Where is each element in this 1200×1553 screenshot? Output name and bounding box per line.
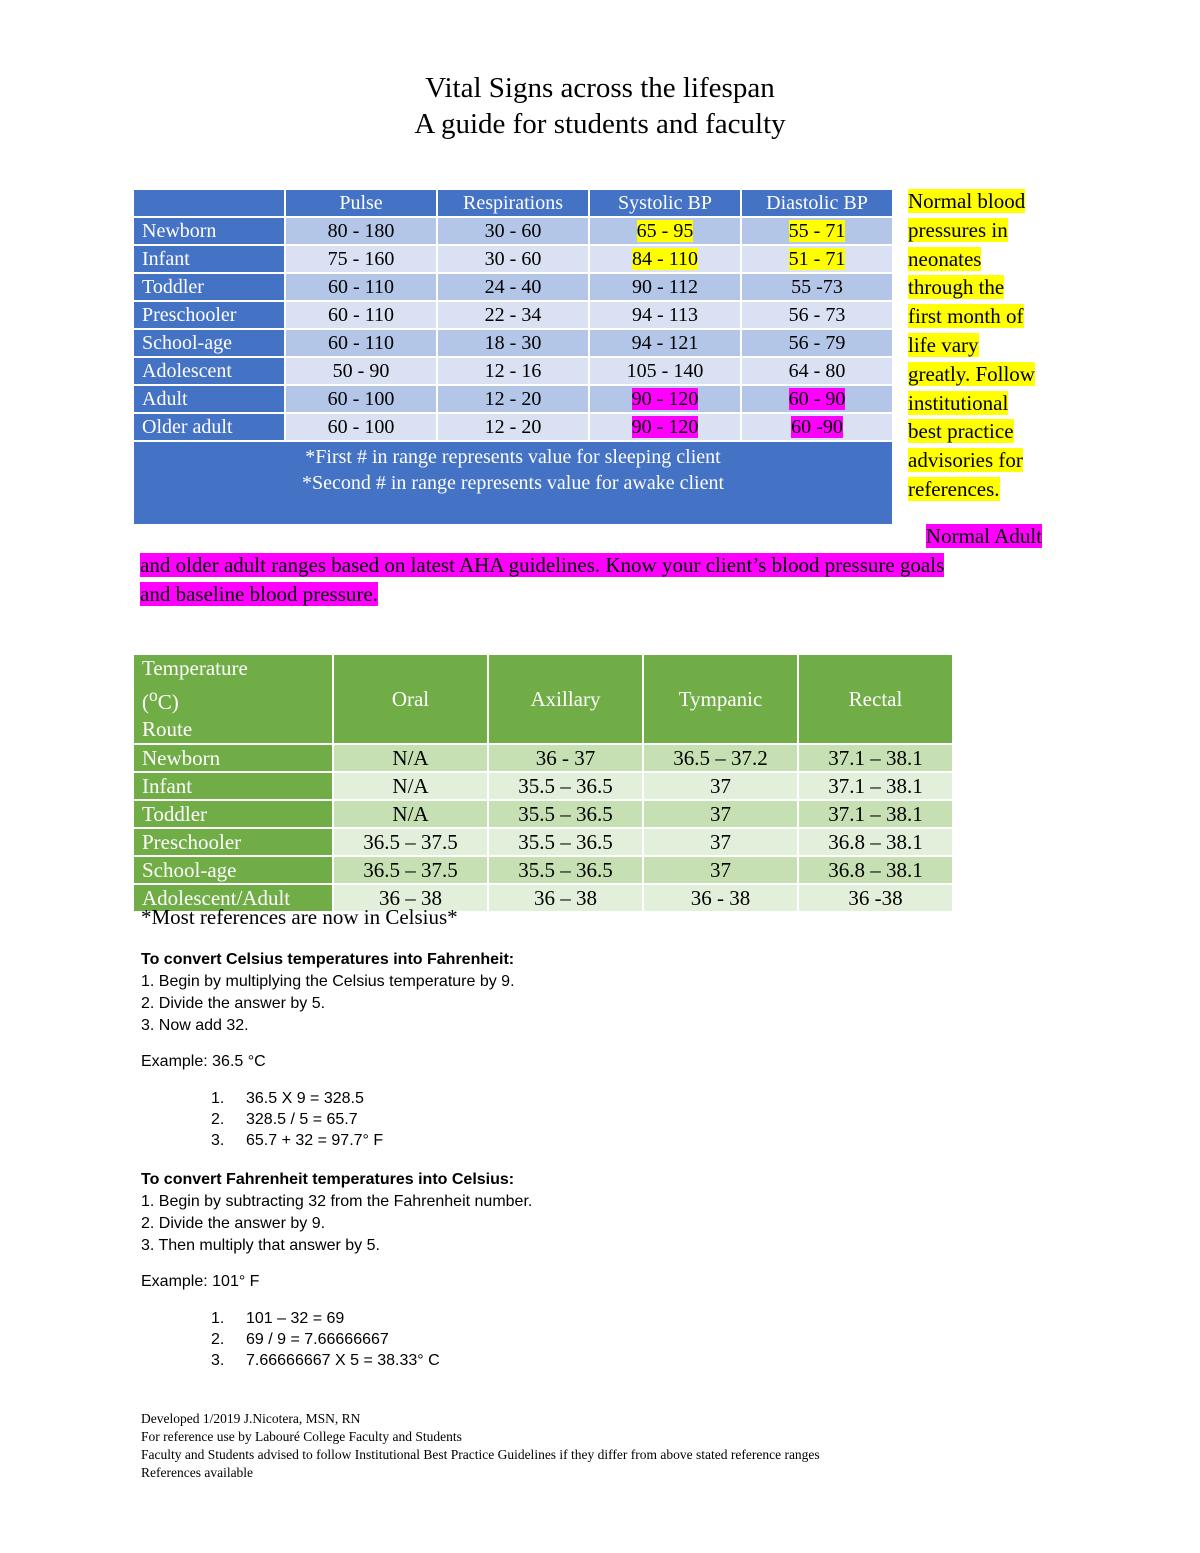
cell-value: 12 - 20 [484,415,542,438]
side-note-line: Normal blood [908,189,1026,213]
cell-resp [437,329,589,357]
calc-line [141,1130,515,1151]
corner-line-1: Temperature [142,656,248,680]
vital-signs-row [133,217,893,245]
cell-dia [741,329,893,357]
calc-text: 65.7 + 32 = 97.7° F [246,1132,384,1149]
cell-dia [741,357,893,385]
cell-temperature: 35.5 – 36.5 [488,800,643,828]
cell-pulse [285,385,437,413]
cell-pulse [285,413,437,441]
calc-text: 328.5 / 5 = 65.7 [246,1111,358,1128]
celsius-footnote: *Most references are now in Celsius* [141,905,458,929]
cell-value: 24 - 40 [484,275,542,298]
cell-temperature: N/A [333,744,488,772]
cell-value: 105 - 140 [626,359,704,382]
vital-signs-row [133,301,893,329]
cell-temperature: 36 – 38 [333,884,488,912]
header-cell-diastolic: Diastolic BP [741,189,893,217]
footer-line: References available [141,1465,254,1480]
cell-temperature: 36.5 – 37.2 [643,744,798,772]
row-label: Infant [133,772,333,800]
note-awake: *Second # in range represents value for awake client [301,472,725,494]
cell-resp [437,217,589,245]
calc-number: 1. [211,1090,225,1107]
footer-line: Faculty and Students advised to follow Institutional Best Practice Guidelines if they differ from above stated reference ranges [141,1447,820,1462]
c-to-f-heading: To convert Celsius temperatures into Fahrenheit: [141,951,515,968]
calc-number: 2. [211,1111,225,1128]
cell-temperature: 37 [643,856,798,884]
vital-signs-row [133,329,893,357]
calc-text: 7.66666667 X 5 = 38.33° C [246,1352,440,1369]
cell-pulse [285,245,437,273]
side-note-line: life vary [908,332,979,357]
note-sleeping: *First # in range represents value for sleeping client [305,446,721,468]
step-line: 2. Divide the answer by 9. [141,1215,326,1232]
cell-value: 50 - 90 [332,359,390,382]
f-to-c-example: Example: 101° F [141,1273,260,1290]
side-note-line: references. [908,476,1000,501]
header-cell-temperature-route [133,654,333,744]
step-line: 1. Begin by subtracting 32 from the Fahrenheit number. [141,1193,533,1210]
cell-dia [741,413,893,441]
cell-value: 60 - 110 [328,275,394,298]
cell-value: 22 - 34 [484,303,542,326]
header-cell-pulse: Pulse [285,189,437,217]
side-note-line: pressures in [908,217,1008,242]
side-note-line: advisories for [908,448,1023,473]
calc-number: 3. [211,1132,225,1149]
temperature-row [133,856,953,884]
calc-text: 69 / 9 = 7.66666667 [246,1331,389,1348]
cell-temperature: 35.5 – 36.5 [488,856,643,884]
cell-value: 90 - 120 [631,415,699,438]
cell-pulse [285,273,437,301]
temperature-row [133,744,953,772]
calc-line [141,1088,515,1109]
header-cell-tympanic: Tympanic [643,654,798,744]
cell-value: 60 - 110 [328,303,394,326]
cell-value: 90 - 112 [632,275,698,298]
title-line-2: A guide for students and faculty [414,108,786,140]
cell-sys [589,329,741,357]
cell-sys [589,301,741,329]
cell-sys [589,385,741,413]
row-label: Older adult [133,413,285,441]
cell-temperature: 36.8 – 38.1 [798,828,953,856]
header-cell-rectal: Rectal [798,654,953,744]
cell-temperature: 35.5 – 36.5 [488,828,643,856]
step-line: 3. Then multiply that answer by 5. [141,1237,380,1254]
cell-value: 60 - 90 [788,387,846,410]
cell-temperature: 37.1 – 38.1 [798,800,953,828]
footer-line: Developed 1/2019 J.Nicotera, MSN, RN [141,1411,361,1426]
cell-sys [589,413,741,441]
cell-value: 55 -73 [791,275,843,298]
cell-dia [741,385,893,413]
calc-number: 3. [211,1352,225,1369]
cell-dia [741,245,893,273]
vital-signs-row [133,273,893,301]
side-note-line: neonates [908,246,982,271]
cell-value: 12 - 16 [484,359,542,382]
cell-temperature: 36.5 – 37.5 [333,856,488,884]
cell-value: 90 - 120 [631,387,699,410]
header-cell-axillary: Axillary [488,654,643,744]
cell-value: 55 - 71 [788,219,846,242]
calc-line [141,1329,532,1350]
cell-sys [589,217,741,245]
degree-superscript: o [149,685,158,705]
cell-temperature: 35.5 – 36.5 [488,772,643,800]
row-label: Adolescent [133,357,285,385]
document-title [0,70,1200,142]
corner-line-2: ($^o$C) [142,685,179,714]
vital-signs-note-row [133,441,893,525]
cell-pulse [285,217,437,245]
vital-signs-row [133,357,893,385]
c-to-f-example: Example: 36.5 °C [141,1053,266,1070]
footer-line: For reference use by Labouré College Faculty and Students [141,1429,462,1444]
row-label: Toddler [133,800,333,828]
header-cell-respirations: Respirations [437,189,589,217]
calc-text: 101 – 32 = 69 [246,1310,345,1327]
cell-value: 60 - 110 [328,331,394,354]
aha-guideline-note [140,522,1060,609]
cell-dia [741,301,893,329]
step-line: 2. Divide the answer by 5. [141,995,326,1012]
cell-resp [437,245,589,273]
cell-value: 30 - 60 [484,247,542,270]
calc-text: 36.5 X 9 = 328.5 [246,1090,364,1107]
row-label: Preschooler [133,828,333,856]
f-to-c-calculation [141,1308,532,1371]
row-label: Adult [133,385,285,413]
c-to-f-section [141,949,515,1151]
cell-value: 56 - 79 [788,331,846,354]
c-to-f-steps [141,971,515,1037]
header-cell-blank [133,189,285,217]
neonate-bp-note [908,187,1068,504]
cell-temperature: 37 [643,828,798,856]
cell-temperature: N/A [333,800,488,828]
cell-value: 94 - 113 [632,303,698,326]
cell-value: 56 - 73 [788,303,846,326]
cell-value: 80 - 180 [327,219,395,242]
cell-value: 12 - 20 [484,387,542,410]
cell-temperature: 36 - 37 [488,744,643,772]
cell-value: 30 - 60 [484,219,542,242]
cell-temperature: 36 - 38 [643,884,798,912]
f-to-c-heading: To convert Fahrenheit temperatures into Celsius: [141,1171,515,1188]
corner-line-3: Route [142,717,193,741]
calc-line [141,1308,532,1329]
cell-sys [589,357,741,385]
temperature-row [133,772,953,800]
row-label: Preschooler [133,301,285,329]
title-line-1: Vital Signs across the lifespan [425,72,775,104]
cell-dia [741,217,893,245]
vital-signs-row [133,245,893,273]
row-label: Infant [133,245,285,273]
cell-value: 84 - 110 [632,247,698,270]
side-note-line: best practice [908,419,1014,444]
cell-resp [437,357,589,385]
cell-pulse [285,301,437,329]
cell-sys [589,245,741,273]
row-label: School-age [133,329,285,357]
document-footer [141,1410,820,1482]
row-label: Toddler [133,273,285,301]
vital-signs-row [133,413,893,441]
side-note-line: institutional [908,390,1009,415]
row-label: School-age [133,856,333,884]
cell-temperature: 36.8 – 38.1 [798,856,953,884]
temperature-row [133,800,953,828]
side-note-line: first month of [908,304,1024,329]
cell-temperature: 37.1 – 38.1 [798,772,953,800]
row-label: Newborn [133,217,285,245]
side-note-line: through the [908,275,1005,300]
aha-note-line-3: and baseline blood pressure. [140,582,378,606]
cell-resp [437,413,589,441]
cell-temperature: 37 [643,772,798,800]
cell-temperature: 36 -38 [798,884,953,912]
header-cell-systolic: Systolic BP [589,189,741,217]
cell-temperature: 37.1 – 38.1 [798,744,953,772]
cell-temperature: 37 [643,800,798,828]
calc-line [141,1109,515,1130]
cell-resp [437,385,589,413]
cell-resp [437,301,589,329]
vital-signs-row [133,385,893,413]
temperature-table [132,653,954,913]
aha-note-line-2: and older adult ranges based on latest AHA guidelines. Know your client’s blood pressure goals [140,553,945,577]
cell-value: 18 - 30 [484,331,542,354]
row-label: Adolescent/Adult [133,884,333,912]
cell-pulse [285,329,437,357]
cell-sys [589,273,741,301]
calc-line [141,1350,532,1371]
step-line: 3. Now add 32. [141,1017,249,1034]
f-to-c-steps [141,1191,532,1257]
vital-signs-header-row [133,189,893,217]
cell-temperature: 36 – 38 [488,884,643,912]
cell-temperature: N/A [333,772,488,800]
cell-value: 65 - 95 [636,219,694,242]
f-to-c-section [141,1169,532,1371]
side-note-line: greatly. Follow [908,361,1035,386]
row-label: Newborn [133,744,333,772]
cell-value: 64 - 80 [788,359,846,382]
cell-value: 60 -90 [791,415,843,438]
temperature-header-row [133,654,953,744]
step-line: 1. Begin by multiplying the Celsius temperature by 9. [141,973,515,990]
aha-note-line-1: Normal Adult [925,524,1042,548]
calc-number: 2. [211,1331,225,1348]
cell-pulse [285,357,437,385]
cell-value: 75 - 160 [327,247,395,270]
cell-temperature: 36.5 – 37.5 [333,828,488,856]
cell-dia [741,273,893,301]
vital-signs-note-cell [133,441,893,525]
calc-number: 1. [211,1310,225,1327]
cell-value: 51 - 71 [788,247,846,270]
c-to-f-calculation [141,1088,515,1151]
temperature-row [133,828,953,856]
header-cell-oral: Oral [333,654,488,744]
vital-signs-table [132,188,894,526]
cell-resp [437,273,589,301]
cell-value: 94 - 121 [631,331,699,354]
cell-value: 60 - 100 [327,415,395,438]
cell-value: 60 - 100 [327,387,395,410]
